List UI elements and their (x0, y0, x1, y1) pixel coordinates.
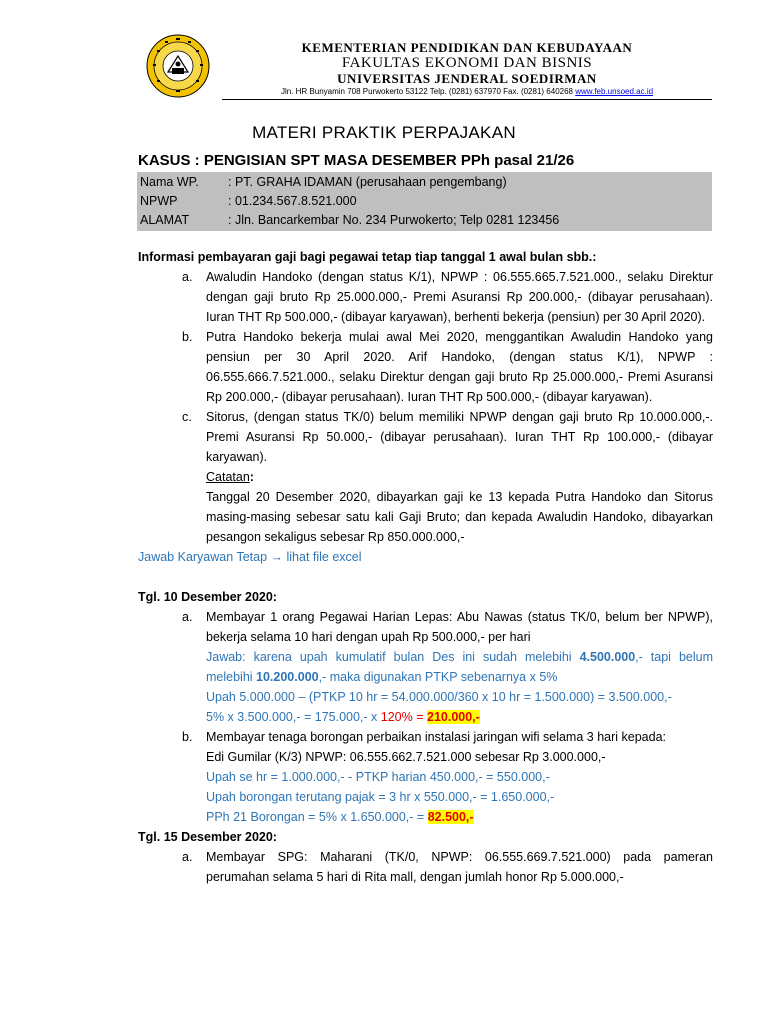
ministry-name: KEMENTERIAN PENDIDIKAN DAN KEBUDAYAAN (301, 40, 633, 55)
taxpayer-address-label: ALAMAT (140, 213, 190, 227)
university-name: UNIVERSITAS JENDERAL SOEDIRMAN (337, 71, 597, 86)
dec10-a-answer-1 (138, 647, 713, 687)
employee-item-c (138, 407, 713, 467)
dec10-a-answer-2: Upah 5.000.000 – (PTKP 10 hr = 54.000.000/360 x 10 hr = 1.500.000) = 3.500.000,- (206, 690, 672, 704)
arrow-right-icon: → (270, 550, 284, 564)
dec10-b-answer-1: Upah se hr = 1.000.000,- - PTKP harian 450.000,- = 550.000,- (206, 770, 550, 784)
document-body (138, 247, 713, 887)
answer-text: ,- maka digunakan PTKP sebenarnya x 5% (318, 670, 558, 684)
faculty-name: FAKULTAS EKONOMI DAN BISNIS (341, 55, 593, 71)
taxpayer-name-label: Nama WP. (140, 175, 199, 189)
item-text: Membayar SPG: Maharani (TK/0, NPWP: 06.555.669.7.521.000) pada pameran perumahan selama 5 hari di Rita mall, dengan jumlah honor Rp 5.000.000,- (206, 850, 713, 884)
answer-amount: 10.200.000 (256, 670, 319, 684)
note-text: Tanggal 20 Desember 2020, dibayarkan gaji ke 13 kepada Putra Handoko dan Sitorus masing-masing sebesar satu kali Gaji Bruto; dan kepada Awaludin Handoko, dibayarkan pesangon sekaligus sebesar Rp 850.000.000,- (206, 490, 713, 544)
item-number: b. (182, 330, 193, 344)
item-text: Putra Handoko bekerja mulai awal Mei 2020, menggantikan Awaludin Handoko yang pensiun per 30 April 2020. Arif Handoko, (dengan status K/1), NPWP : 06.555.666.7.521.000., selaku Direktur dengan gaji bruto Rp 25.000.000,- Premi Asuransi Rp 200.000,- (dibayar perusahaan). Iuran THT Rp 500.000,- (dibayar karyawan). (206, 330, 713, 404)
taxpayer-npwp-row (140, 192, 357, 211)
dec10-item-a (138, 607, 713, 647)
answer-text: PPh 21 Borongan = 5% x 1.650.000,- = (206, 810, 428, 824)
document-title: MATERI PRAKTIK PERPAJAKAN (252, 123, 516, 142)
employee-item-b (138, 327, 713, 407)
dec10-item-b (138, 727, 713, 747)
answer-link-text: Jawab Karyawan Tetap (138, 550, 268, 564)
dec15-item-a (138, 847, 713, 887)
letterhead (222, 40, 712, 97)
taxpayer-npwp-label: NPWP (140, 194, 178, 208)
answer-rate: 120% = (380, 710, 427, 724)
website-link[interactable]: www.feb.unsoed.ac.id (575, 87, 654, 96)
university-seal-logo (146, 34, 210, 98)
dec15-heading: Tgl. 15 Desember 2020: (138, 830, 277, 844)
case-title: KASUS : PENGISIAN SPT MASA DESEMBER PPh pasal 21/26 (138, 152, 575, 169)
item-text: Membayar tenaga borongan perbaikan instalasi jaringan wifi selama 3 hari kepada: (206, 730, 666, 744)
item-text: Sitorus, (dengan status TK/0) belum memiliki NPWP dengan gaji bruto Rp 10.000.000,-. Premi Asuransi Rp 50.000,- (dibayar perusahaan). Iuran THT Rp 100.000,- (dibayar karyawan). (206, 410, 713, 464)
answer-link-suffix: lihat file excel (283, 550, 362, 564)
address-text: Jln. HR Bunyamin 708 Purwokerto 53122 Telp. (0281) 637970 Fax. (0281) 640268 (280, 87, 576, 96)
taxpayer-name-row (140, 173, 507, 192)
taxpayer-info-box (137, 172, 712, 231)
note-label: Catatan (206, 470, 250, 484)
note-colon: : (249, 470, 254, 484)
taxpayer-npwp-value: : 01.234.567.8.521.000 (228, 194, 357, 208)
highlighted-result: 82.500,- (427, 810, 474, 824)
answer-link[interactable] (138, 547, 713, 567)
employee-item-a (138, 267, 713, 327)
dec10-heading: Tgl. 10 Desember 2020: (138, 590, 277, 604)
item-number: a. (182, 850, 193, 864)
intro-text: Informasi pembayaran gaji bagi pegawai tetap tiap tanggal 1 awal bulan sbb.: (138, 250, 597, 264)
taxpayer-address-value: : Jln. Bancarkembar No. 234 Purwokerto; Telp 0281 123456 (228, 213, 560, 227)
dec10-b-text-2: Edi Gumilar (K/3) NPWP: 06.555.662.7.521.000 sebesar Rp 3.000.000,- (206, 750, 606, 764)
answer-text: ,- tapi belum melebihi (206, 650, 714, 684)
item-number: a. (182, 610, 193, 624)
item-number: b. (182, 730, 193, 744)
dec10-b-answer-3 (138, 807, 713, 827)
answer-amount: 4.500.000 (579, 650, 636, 664)
taxpayer-name-value: : PT. GRAHA IDAMAN (perusahaan pengembang) (228, 175, 507, 189)
dec10-b-answer-2: Upah borongan terutang pajak = 3 hr x 550.000,- = 1.650.000,- (206, 790, 555, 804)
item-number: c. (182, 410, 192, 424)
answer-text: Jawab: karena upah kumulatif bulan Des ini sudah melebihi (206, 650, 580, 664)
dec10-a-answer-3 (138, 707, 713, 727)
item-text: Membayar 1 orang Pegawai Harian Lepas: Abu Nawas (status TK/0, belum ber NPWP), bekerja selama 10 hari dengan upah Rp 500.000,- per hari (206, 610, 713, 644)
item-text: Awaludin Handoko (dengan status K/1), NPWP : 06.555.665.7.521.000., selaku Direktur dengan gaji bruto Rp 25.000.000,- Premi Asuransi Rp 200.000,- (dibayar perusahaan). Iuran THT Rp 500.000,- (dibayar karyawan), berhenti bekerja (pensiun) per 30 April 2020). (206, 270, 713, 324)
taxpayer-address-row (140, 211, 559, 230)
note-heading (138, 467, 713, 487)
address-line (222, 87, 712, 97)
item-number: a. (182, 270, 193, 284)
answer-text: 5% x 3.500.000,- = 175.000,- x (206, 710, 381, 724)
header-divider (222, 99, 712, 100)
highlighted-result: 210.000,- (427, 710, 480, 724)
